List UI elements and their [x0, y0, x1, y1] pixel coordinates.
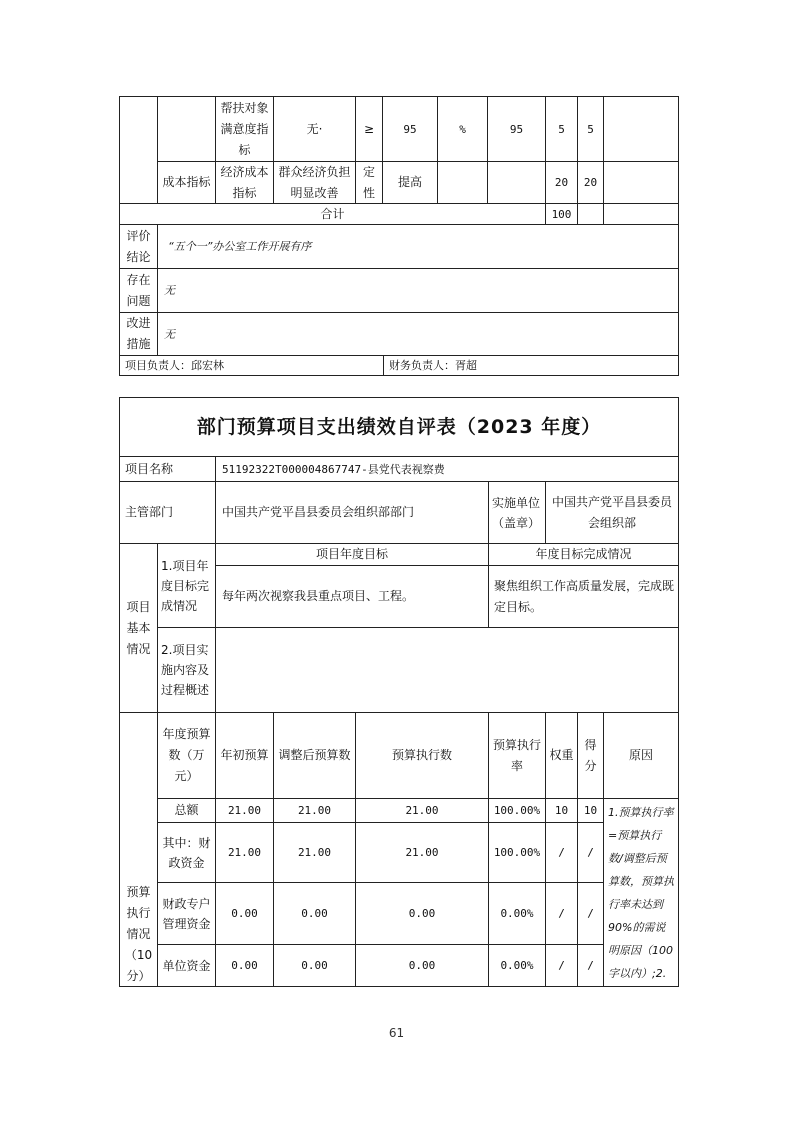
weight-cell: 5	[545, 96, 578, 162]
row-adjusted: 0.00	[273, 944, 356, 987]
total-label: 合计	[119, 203, 546, 225]
row-rate: 100.00%	[488, 822, 546, 883]
header-score: 得分	[577, 712, 604, 799]
row-rate: 0.00%	[488, 944, 546, 987]
row-rate: 100.00%	[488, 798, 546, 823]
impl-value	[215, 627, 679, 713]
row-weight: 10	[545, 798, 578, 823]
header-initial: 年初预算	[215, 712, 274, 799]
row-score: /	[577, 882, 604, 945]
row-initial: 0.00	[215, 882, 274, 945]
row-name: 财政专户管理资金	[157, 882, 216, 945]
conclusion-label: 评价结论	[119, 224, 158, 269]
target-cell: 提高	[382, 161, 438, 204]
row-initial: 21.00	[215, 822, 274, 883]
impl-label: 2.项目实施内容及过程概述	[157, 627, 216, 713]
project-name-value: 51192322T000004867747-县党代表视察费	[215, 456, 679, 482]
row-name: 总额	[157, 798, 216, 823]
cell-blank	[437, 161, 488, 204]
score-cell: 5	[577, 96, 604, 162]
header-annual: 年度预算数（万元）	[157, 712, 216, 799]
row-executed: 21.00	[355, 798, 489, 823]
conclusion-value: “五个一”办公室工作开展有序	[157, 224, 679, 269]
measures-label: 改进措施	[119, 312, 158, 356]
goal-header: 项目年度目标	[215, 543, 489, 566]
row-adjusted: 21.00	[273, 798, 356, 823]
header-reason: 原因	[603, 712, 679, 799]
goal-label: 1.项目年度目标完成情况	[157, 543, 216, 628]
form-title: 部门预算项目支出绩效自评表（2023 年度）	[119, 397, 679, 457]
row-adjusted: 0.00	[273, 882, 356, 945]
total-weight: 100	[545, 203, 578, 225]
content-cell: 群众经济负担明显改善	[273, 161, 356, 204]
category-cell: 成本指标	[157, 161, 216, 204]
weight-cell: 20	[545, 161, 578, 204]
target-cell: 95	[382, 96, 438, 162]
reason-cell	[603, 161, 679, 204]
row-executed: 0.00	[355, 944, 489, 987]
row-score: /	[577, 822, 604, 883]
actual-cell: 95	[487, 96, 546, 162]
total-reason	[603, 203, 679, 225]
indicator-cell: 经济成本指标	[215, 161, 274, 204]
content-cell: 无·	[273, 96, 356, 162]
problems-label: 存在问题	[119, 268, 158, 313]
row-score: /	[577, 944, 604, 987]
cell-blank	[157, 96, 216, 162]
row-initial: 21.00	[215, 798, 274, 823]
row-weight: /	[545, 944, 578, 987]
goal-value: 每年两次视察我县重点项目、工程。	[215, 565, 489, 628]
operator-cell: ≥	[355, 96, 383, 162]
row-score: 10	[577, 798, 604, 823]
basic-label: 项目基本情况	[119, 543, 158, 713]
project-name-label: 项目名称	[119, 456, 216, 482]
row-rate: 0.00%	[488, 882, 546, 945]
score-cell: 20	[577, 161, 604, 204]
row-executed: 21.00	[355, 822, 489, 883]
unit-value: 中国共产党平昌县委员会组织部	[545, 481, 679, 544]
row-initial: 0.00	[215, 944, 274, 987]
row-executed: 0.00	[355, 882, 489, 945]
nature-cell: 定性	[355, 161, 383, 204]
header-executed: 预算执行数	[355, 712, 489, 799]
row-name: 单位资金	[157, 944, 216, 987]
reason-text: 1.预算执行率=预算执行数/调整后预算数，预算执行率未达到90%的需说明原因（100字以内）;2.	[603, 798, 679, 987]
header-rate: 预算执行率	[488, 712, 546, 799]
cell-blank	[487, 161, 546, 204]
completion-value: 聚焦组织工作高质量发展，完成既定目标。	[488, 565, 679, 628]
row-weight: /	[545, 882, 578, 945]
problems-value: 无	[157, 268, 679, 313]
finance-lead: 财务负责人：胥超	[383, 355, 679, 376]
header-adjusted: 调整后预算数	[273, 712, 356, 799]
measures-value: 无	[157, 312, 679, 356]
unit-cell: %	[437, 96, 488, 162]
row-name: 其中：财政资金	[157, 822, 216, 883]
dept-label: 主管部门	[119, 481, 216, 544]
total-score	[577, 203, 604, 225]
dept-value: 中国共产党平昌县委员会组织部部门	[215, 481, 489, 544]
budget-label: 预算执行情况（10分）	[119, 712, 158, 987]
reason-cell	[603, 96, 679, 162]
unit-label: 实施单位（盖章）	[488, 481, 546, 544]
header-weight: 权重	[545, 712, 578, 799]
page-number: 61	[388, 1026, 405, 1040]
cell-blank	[119, 96, 158, 204]
row-adjusted: 21.00	[273, 822, 356, 883]
indicator-cell: 帮扶对象满意度指标	[215, 96, 274, 162]
row-weight: /	[545, 822, 578, 883]
project-lead: 项目负责人：邱宏林	[119, 355, 384, 376]
completion-header: 年度目标完成情况	[488, 543, 679, 566]
